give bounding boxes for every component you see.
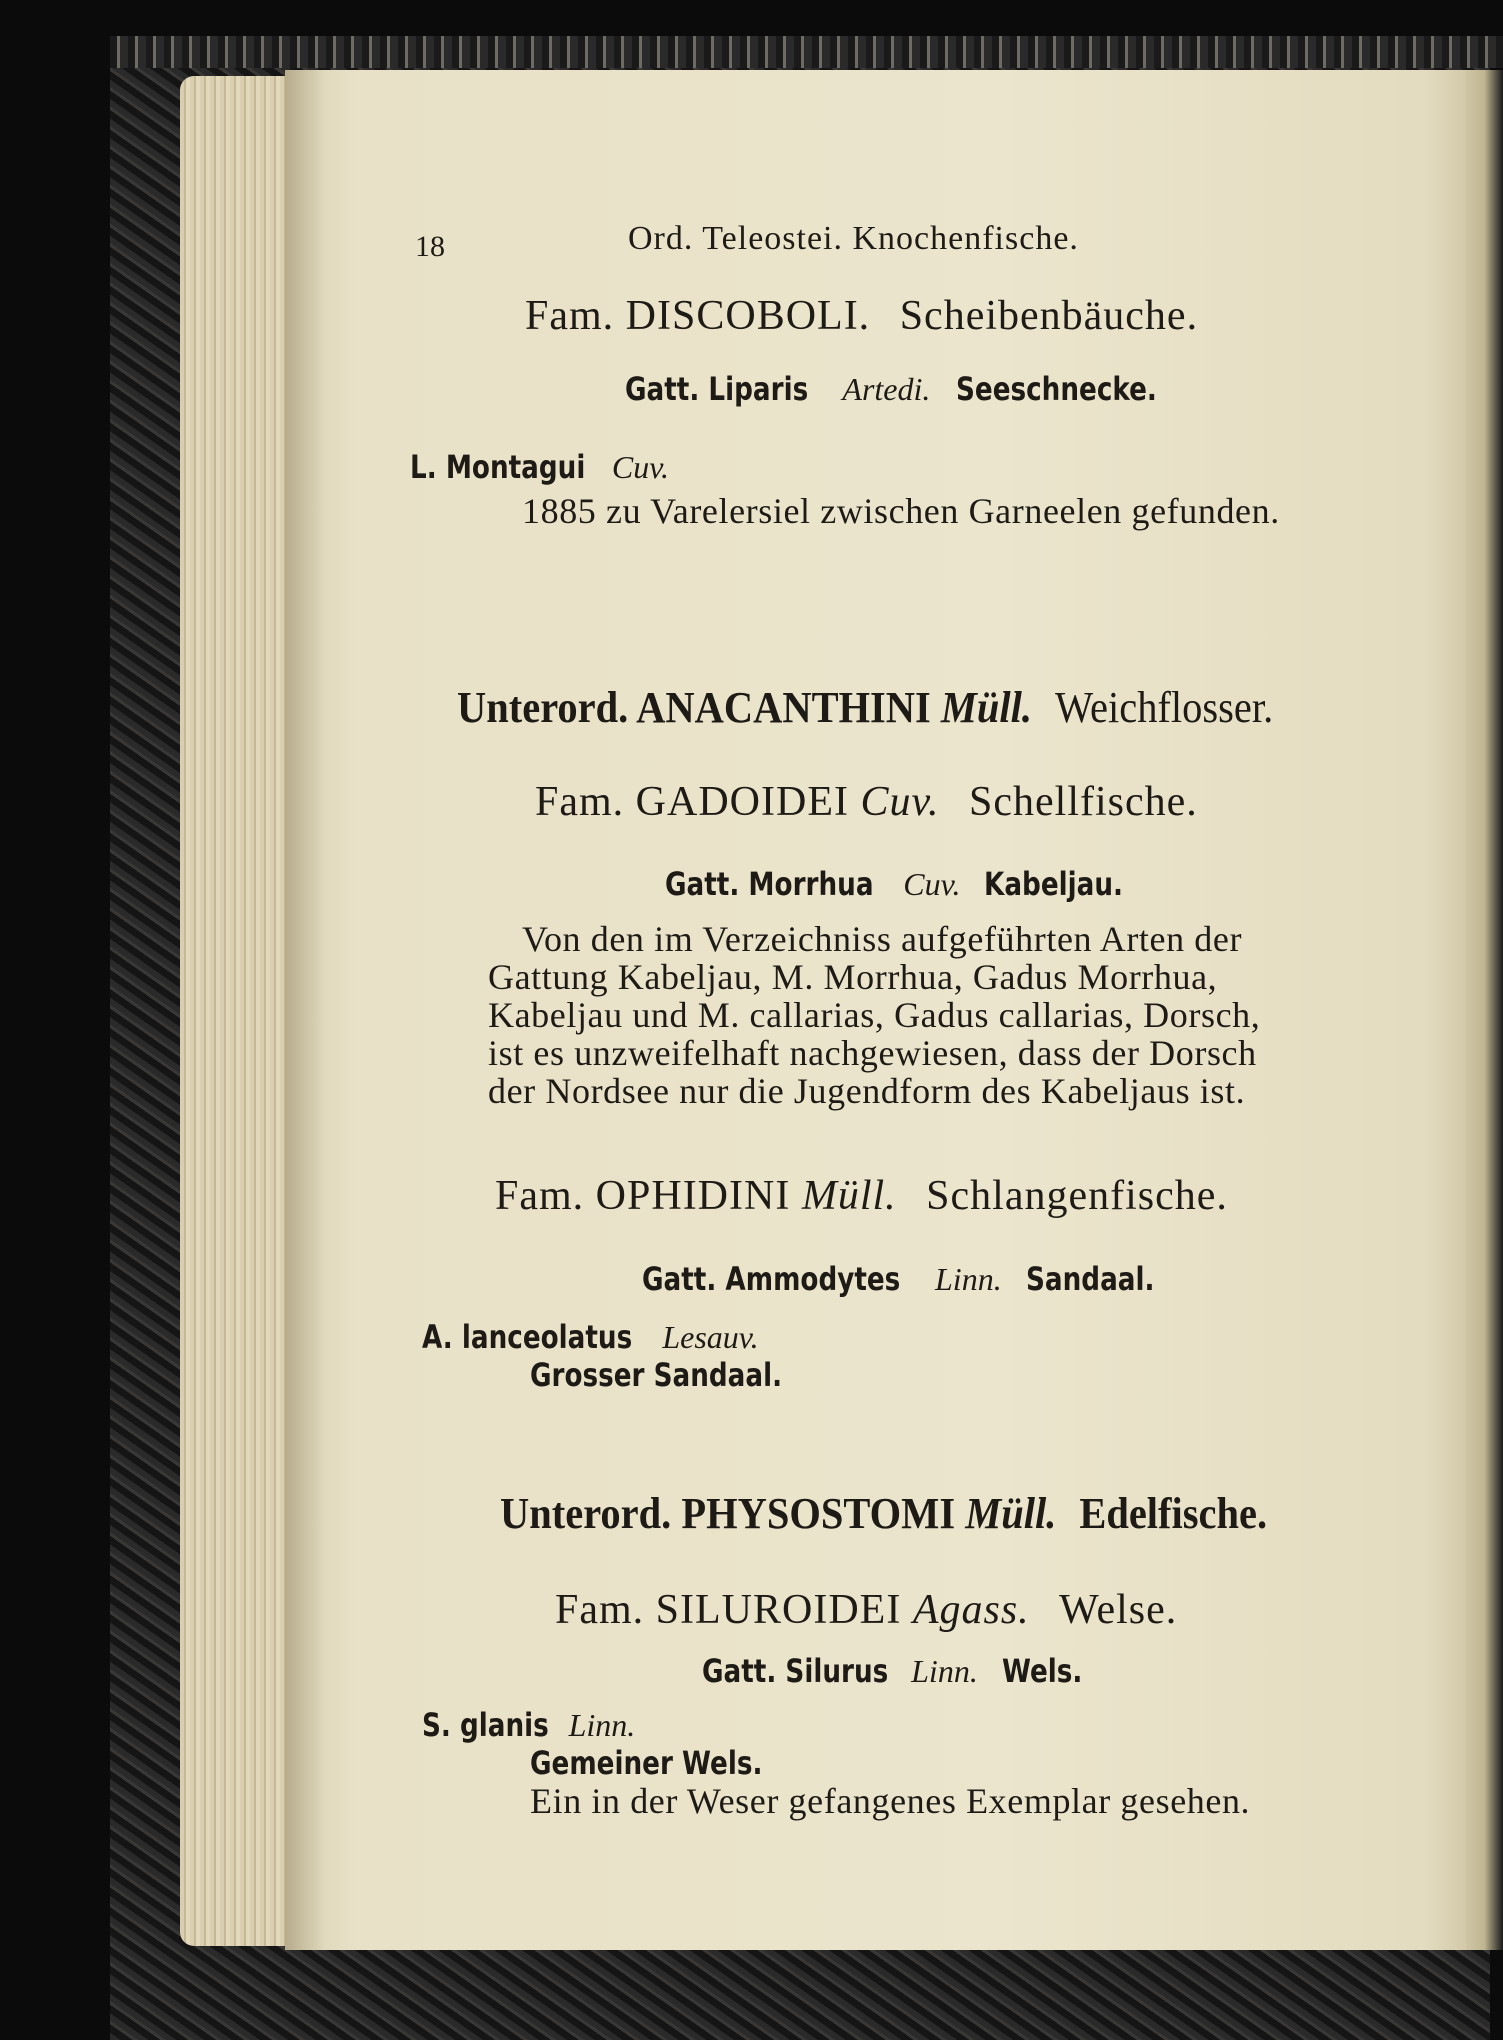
genus-heading-ammodytes xyxy=(642,1260,1182,1298)
suborder-heading-anacanthini xyxy=(457,682,1273,733)
running-header: Ord. Teleostei. Knochenfische. xyxy=(628,220,1079,257)
unterord-common-name: Edelfische. xyxy=(1079,1489,1268,1538)
gatt-author: Cuv. xyxy=(903,866,961,902)
gatt-prefix: Gatt. Liparis xyxy=(625,370,809,408)
fam-common-name: Schellfische. xyxy=(969,779,1198,825)
paragraph-line: ist es unzweifelhaft nachgewiesen, dass der Dorsch xyxy=(488,1033,1257,1073)
family-heading-discoboli xyxy=(525,292,1198,340)
gatt-common-name: Kabeljau. xyxy=(984,865,1124,903)
page-stack-edges xyxy=(180,76,290,1946)
fam-name: DISCOBOLI. xyxy=(625,293,871,339)
paragraph-line: Kabeljau und M. callarias, Gadus callarias, Dorsch, xyxy=(488,995,1261,1035)
gatt-prefix: Gatt. Silurus xyxy=(702,1652,889,1690)
paragraph-line: der Nordsee nur die Jugendform des Kabeljaus ist. xyxy=(488,1071,1246,1111)
unterord-prefix: Unterord. xyxy=(500,1489,672,1538)
unterord-name: ANACANTHINI xyxy=(636,683,931,732)
species-glanis xyxy=(422,1706,635,1744)
species-author: Linn. xyxy=(568,1707,636,1743)
gatt-common-name: Sandaal. xyxy=(1025,1260,1155,1298)
gatt-common-name: Wels. xyxy=(1001,1652,1083,1690)
fam-name: GADOIDEI xyxy=(635,779,849,825)
genus-heading-silurus xyxy=(702,1652,1100,1690)
gatt-author: Artedi. xyxy=(842,371,931,407)
fam-prefix: Fam. xyxy=(555,1587,645,1633)
fam-author: Agass. xyxy=(912,1587,1030,1633)
genus-heading-morrhua xyxy=(665,865,1154,903)
fam-name: SILUROIDEI xyxy=(655,1587,902,1633)
gatt-common-name: Seeschnecke. xyxy=(956,370,1158,408)
species-common-name: Grosser Sandaal. xyxy=(530,1356,783,1394)
fam-prefix: Fam. xyxy=(495,1173,585,1219)
genus-heading-liparis xyxy=(625,370,1201,408)
suborder-heading-physostomi xyxy=(500,1488,1267,1539)
fam-name: OPHIDINI xyxy=(595,1173,791,1219)
fam-prefix: Fam. xyxy=(535,779,625,825)
species-author: Lesauv. xyxy=(662,1319,759,1355)
family-heading-ophidini xyxy=(495,1172,1228,1220)
species-note: Ein in der Weser gefangenes Exemplar gesehen. xyxy=(530,1781,1251,1821)
species-common-name: Gemeiner Wels. xyxy=(530,1744,763,1782)
unterord-author: Müll. xyxy=(965,1489,1057,1538)
species-montagui xyxy=(410,448,669,486)
fam-common-name: Welse. xyxy=(1059,1587,1178,1633)
gatt-author: Linn. xyxy=(911,1653,978,1689)
fam-author: Müll. xyxy=(801,1173,897,1219)
species-name: S. glanis xyxy=(422,1706,549,1744)
unterord-common-name: Weichflosser. xyxy=(1055,683,1274,732)
gutter-shadow xyxy=(285,70,325,1950)
fam-common-name: Schlangenfische. xyxy=(926,1173,1228,1219)
unterord-author: Müll. xyxy=(940,683,1033,732)
family-heading-gadoidei xyxy=(535,778,1198,826)
paragraph-line: Von den im Verzeichniss aufgeführten Arten der xyxy=(522,919,1243,959)
species-name: L. Montagui xyxy=(410,448,586,486)
species-lanceolatus xyxy=(422,1318,759,1356)
fam-author: Cuv. xyxy=(860,779,940,825)
unterord-prefix: Unterord. xyxy=(457,683,629,732)
species-author: Cuv. xyxy=(611,449,670,485)
gatt-prefix: Gatt. Morrhua xyxy=(665,865,874,903)
book-page xyxy=(285,70,1473,1950)
family-heading-siluroidei xyxy=(555,1586,1177,1634)
fam-prefix: Fam. xyxy=(525,293,615,339)
facing-page-edge xyxy=(1466,70,1503,1950)
book-headband xyxy=(110,36,1503,68)
fam-common-name: Scheibenbäuche. xyxy=(899,293,1199,339)
unterord-name: PHYSOSTOMI xyxy=(681,1489,956,1538)
page-number: 18 xyxy=(415,230,445,263)
gatt-author: Linn. xyxy=(935,1261,1002,1297)
gatt-prefix: Gatt. Ammodytes xyxy=(642,1260,901,1298)
species-name: A. lanceolatus xyxy=(422,1318,633,1356)
species-note: 1885 zu Varelersiel zwischen Garneelen gefunden. xyxy=(522,491,1280,531)
paragraph-line: Gattung Kabeljau, M. Morrhua, Gadus Morrhua, xyxy=(488,957,1218,997)
